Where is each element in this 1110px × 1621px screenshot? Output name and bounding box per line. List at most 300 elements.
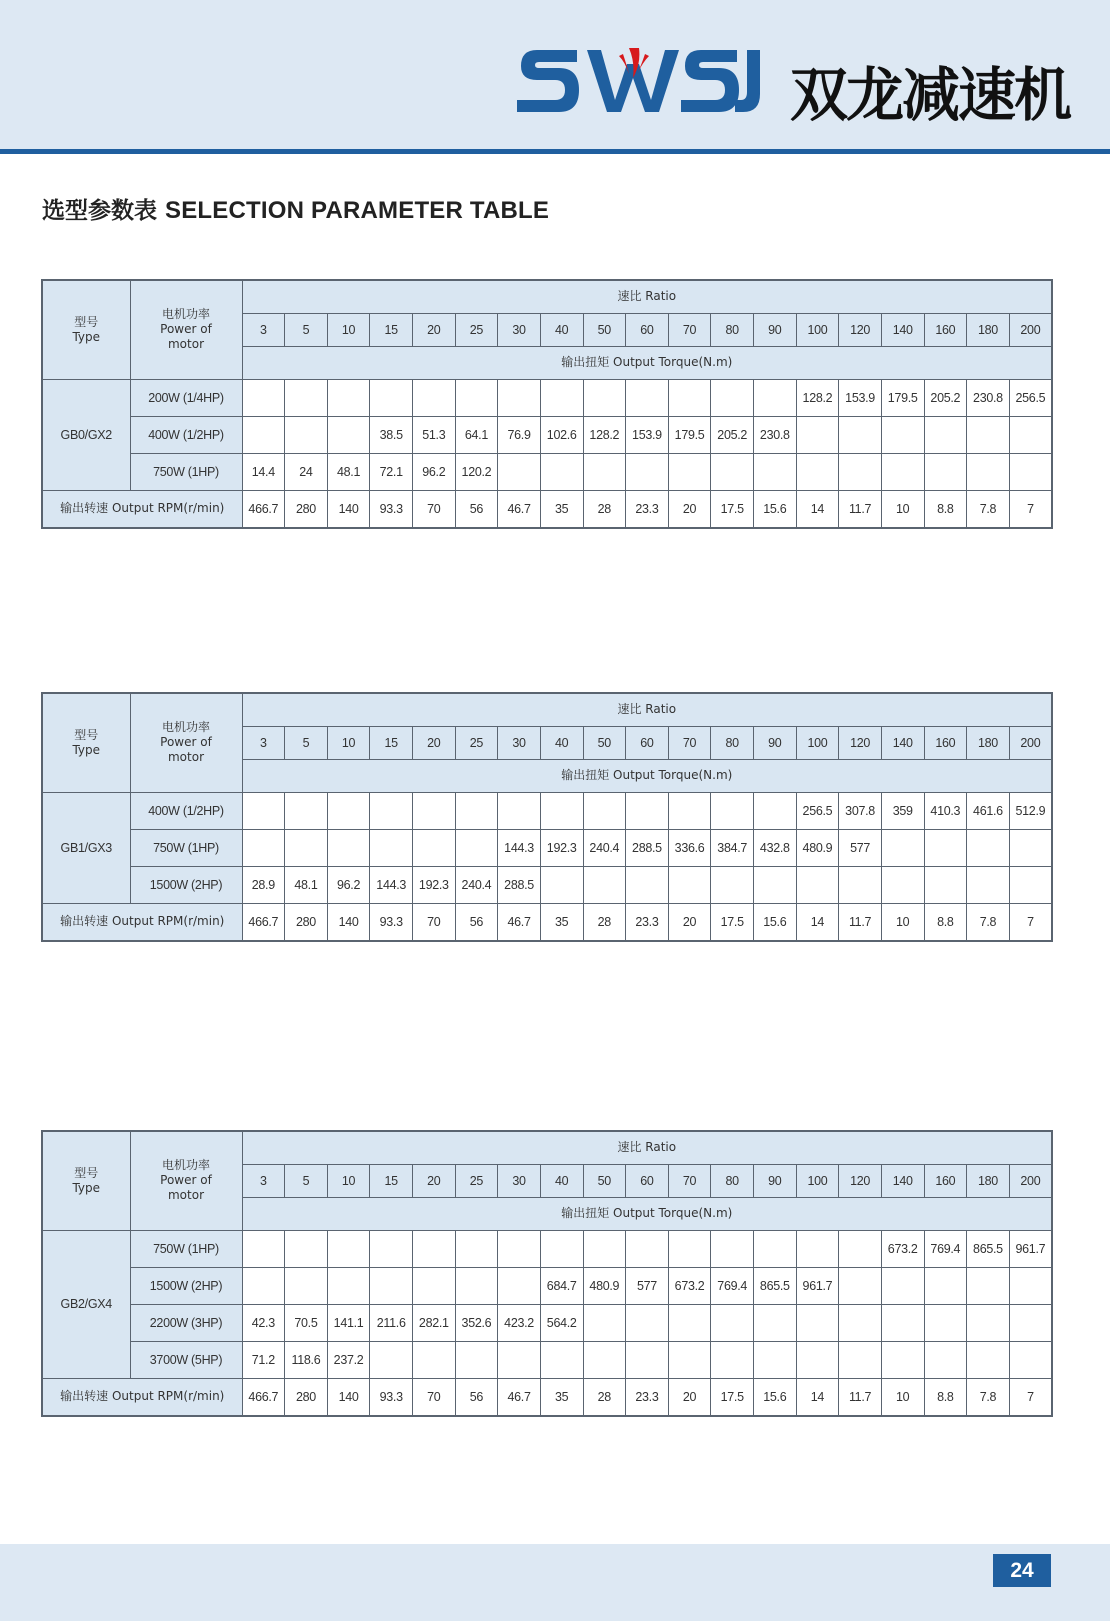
power-header-en1: Power of bbox=[160, 1173, 212, 1188]
ratio-cell: 20 bbox=[413, 726, 456, 759]
rpm-cell: 23.3 bbox=[626, 1378, 669, 1416]
torque-cell bbox=[285, 379, 328, 416]
torque-cell bbox=[413, 829, 456, 866]
torque-cell bbox=[242, 1267, 285, 1304]
rpm-cell: 280 bbox=[285, 1378, 328, 1416]
torque-cell bbox=[540, 453, 583, 490]
ratio-cell: 25 bbox=[455, 1164, 498, 1197]
torque-cell: 564.2 bbox=[540, 1304, 583, 1341]
torque-cell bbox=[327, 1230, 370, 1267]
rpm-cell: 7 bbox=[1009, 903, 1052, 941]
torque-cell bbox=[540, 866, 583, 903]
rpm-cell: 28 bbox=[583, 903, 626, 941]
torque-cell: 70.5 bbox=[285, 1304, 328, 1341]
torque-cell bbox=[370, 1267, 413, 1304]
torque-cell bbox=[754, 866, 797, 903]
ratio-cell: 140 bbox=[881, 1164, 924, 1197]
type-header bbox=[42, 1131, 130, 1230]
torque-cell: 230.8 bbox=[967, 379, 1010, 416]
rpm-cell: 35 bbox=[540, 490, 583, 528]
type-header-cn: 型号 bbox=[74, 1165, 99, 1180]
torque-cell bbox=[370, 1230, 413, 1267]
power-header bbox=[130, 693, 242, 792]
rpm-cell: 56 bbox=[455, 490, 498, 528]
torque-cell: 141.1 bbox=[327, 1304, 370, 1341]
torque-cell: 512.9 bbox=[1009, 792, 1052, 829]
torque-cell bbox=[967, 866, 1010, 903]
rpm-cell: 11.7 bbox=[839, 903, 882, 941]
torque-cell: 48.1 bbox=[327, 453, 370, 490]
power-header-cn: 电机功率 bbox=[161, 307, 210, 322]
torque-cell: 71.2 bbox=[242, 1341, 285, 1378]
torque-cell bbox=[583, 1304, 626, 1341]
torque-cell bbox=[626, 453, 669, 490]
torque-cell bbox=[583, 1341, 626, 1378]
torque-cell bbox=[540, 1230, 583, 1267]
ratio-cell: 5 bbox=[285, 1164, 328, 1197]
torque-cell bbox=[242, 1230, 285, 1267]
ratio-cell: 60 bbox=[626, 726, 669, 759]
rpm-cell: 7.8 bbox=[967, 1378, 1010, 1416]
ratio-cell: 50 bbox=[583, 1164, 626, 1197]
rpm-cell: 14 bbox=[796, 490, 839, 528]
ratio-cell: 25 bbox=[455, 313, 498, 346]
model-type: GB0/GX2 bbox=[42, 379, 130, 490]
rpm-cell: 17.5 bbox=[711, 490, 754, 528]
ratio-cell: 80 bbox=[711, 726, 754, 759]
model-type: GB2/GX4 bbox=[42, 1230, 130, 1378]
torque-cell bbox=[242, 829, 285, 866]
torque-cell: 352.6 bbox=[455, 1304, 498, 1341]
torque-cell bbox=[285, 416, 328, 453]
torque-cell bbox=[668, 1304, 711, 1341]
torque-cell: 120.2 bbox=[455, 453, 498, 490]
ratio-cell: 100 bbox=[796, 1164, 839, 1197]
ratio-cell: 60 bbox=[626, 313, 669, 346]
torque-cell bbox=[754, 1341, 797, 1378]
torque-cell bbox=[924, 453, 967, 490]
torque-cell: 384.7 bbox=[711, 829, 754, 866]
torque-cell bbox=[796, 866, 839, 903]
torque-cell bbox=[839, 1304, 882, 1341]
power-header-en2: motor bbox=[167, 337, 204, 352]
rpm-cell: 20 bbox=[668, 1378, 711, 1416]
torque-cell: 76.9 bbox=[498, 416, 541, 453]
torque-cell: 96.2 bbox=[413, 453, 456, 490]
power-header bbox=[130, 280, 242, 379]
ratio-cell: 200 bbox=[1009, 726, 1052, 759]
title-cn: 选型参数表 bbox=[42, 198, 157, 224]
type-header-cn: 型号 bbox=[74, 314, 99, 329]
rpm-cell: 56 bbox=[455, 903, 498, 941]
torque-cell bbox=[242, 416, 285, 453]
ratio-cell: 160 bbox=[924, 1164, 967, 1197]
torque-cell: 577 bbox=[839, 829, 882, 866]
torque-cell bbox=[754, 453, 797, 490]
ratio-cell: 180 bbox=[967, 1164, 1010, 1197]
torque-header: 输出扭矩 Output Torque(N.m) bbox=[242, 1197, 1052, 1230]
rpm-cell: 280 bbox=[285, 903, 328, 941]
motor-power: 1500W (2HP) bbox=[130, 866, 242, 903]
ratio-cell: 140 bbox=[881, 726, 924, 759]
ratio-cell: 120 bbox=[839, 726, 882, 759]
torque-cell bbox=[540, 379, 583, 416]
ratio-cell: 20 bbox=[413, 1164, 456, 1197]
torque-cell bbox=[796, 416, 839, 453]
torque-cell: 128.2 bbox=[796, 379, 839, 416]
torque-cell: 24 bbox=[285, 453, 328, 490]
torque-cell: 144.3 bbox=[370, 866, 413, 903]
torque-cell: 480.9 bbox=[796, 829, 839, 866]
torque-cell: 38.5 bbox=[370, 416, 413, 453]
torque-cell bbox=[711, 1304, 754, 1341]
ratio-cell: 200 bbox=[1009, 1164, 1052, 1197]
torque-cell: 153.9 bbox=[626, 416, 669, 453]
ratio-cell: 20 bbox=[413, 313, 456, 346]
torque-cell bbox=[967, 1267, 1010, 1304]
torque-cell bbox=[924, 416, 967, 453]
rpm-cell: 20 bbox=[668, 903, 711, 941]
ratio-cell: 160 bbox=[924, 313, 967, 346]
torque-cell bbox=[711, 453, 754, 490]
power-header bbox=[130, 1131, 242, 1230]
brand-name: 双龙减速机 bbox=[790, 61, 1071, 129]
torque-cell bbox=[924, 829, 967, 866]
rpm-cell: 15.6 bbox=[754, 1378, 797, 1416]
power-header-en1: Power of bbox=[160, 735, 212, 750]
torque-cell: 240.4 bbox=[583, 829, 626, 866]
torque-cell: 144.3 bbox=[498, 829, 541, 866]
torque-cell: 282.1 bbox=[413, 1304, 456, 1341]
torque-cell bbox=[540, 792, 583, 829]
torque-cell: 51.3 bbox=[413, 416, 456, 453]
rpm-cell: 10 bbox=[881, 490, 924, 528]
torque-cell: 48.1 bbox=[285, 866, 328, 903]
torque-cell: 192.3 bbox=[540, 829, 583, 866]
rpm-cell: 28 bbox=[583, 1378, 626, 1416]
torque-cell bbox=[967, 1341, 1010, 1378]
torque-cell bbox=[242, 792, 285, 829]
torque-cell bbox=[498, 379, 541, 416]
torque-cell bbox=[498, 1267, 541, 1304]
ratio-cell: 15 bbox=[370, 1164, 413, 1197]
torque-cell bbox=[498, 453, 541, 490]
torque-cell bbox=[498, 1341, 541, 1378]
torque-cell: 256.5 bbox=[796, 792, 839, 829]
torque-cell: 410.3 bbox=[924, 792, 967, 829]
torque-cell bbox=[626, 1304, 669, 1341]
rpm-header-en: Output RPM(r/min) bbox=[111, 914, 225, 929]
torque-cell bbox=[1009, 866, 1052, 903]
ratio-cell: 80 bbox=[711, 313, 754, 346]
torque-cell bbox=[1009, 1267, 1052, 1304]
torque-cell: 288.5 bbox=[498, 866, 541, 903]
torque-cell: 179.5 bbox=[881, 379, 924, 416]
rpm-cell: 46.7 bbox=[498, 1378, 541, 1416]
ratio-cell: 25 bbox=[455, 726, 498, 759]
torque-cell bbox=[839, 1230, 882, 1267]
torque-cell bbox=[967, 829, 1010, 866]
torque-cell bbox=[881, 866, 924, 903]
torque-cell bbox=[924, 1267, 967, 1304]
ratio-cell: 50 bbox=[583, 313, 626, 346]
rpm-cell: 7.8 bbox=[967, 490, 1010, 528]
torque-cell bbox=[242, 379, 285, 416]
torque-cell bbox=[967, 453, 1010, 490]
rpm-header-cn: 输出转速 bbox=[60, 501, 109, 516]
torque-cell bbox=[668, 792, 711, 829]
motor-power: 400W (1/2HP) bbox=[130, 416, 242, 453]
selection-table-gb1 bbox=[41, 692, 1053, 942]
torque-cell: 577 bbox=[626, 1267, 669, 1304]
torque-cell bbox=[370, 379, 413, 416]
type-header-en: Type bbox=[72, 329, 101, 344]
swsj-logo-icon bbox=[515, 44, 760, 120]
motor-power: 3700W (5HP) bbox=[130, 1341, 242, 1378]
rpm-cell: 17.5 bbox=[711, 1378, 754, 1416]
torque-cell: 128.2 bbox=[583, 416, 626, 453]
torque-cell bbox=[455, 379, 498, 416]
rpm-cell: 140 bbox=[327, 903, 370, 941]
torque-cell bbox=[668, 379, 711, 416]
rpm-cell: 10 bbox=[881, 903, 924, 941]
ratio-cell: 3 bbox=[242, 726, 285, 759]
torque-cell bbox=[455, 792, 498, 829]
torque-cell bbox=[967, 416, 1010, 453]
torque-cell bbox=[455, 1230, 498, 1267]
torque-cell bbox=[796, 1304, 839, 1341]
ratio-cell: 70 bbox=[668, 726, 711, 759]
motor-power: 750W (1HP) bbox=[130, 829, 242, 866]
torque-cell: 288.5 bbox=[626, 829, 669, 866]
ratio-cell: 30 bbox=[498, 313, 541, 346]
power-header-en2: motor bbox=[167, 750, 204, 765]
rpm-cell: 7 bbox=[1009, 490, 1052, 528]
power-header-cn: 电机功率 bbox=[161, 720, 210, 735]
torque-cell bbox=[583, 1230, 626, 1267]
torque-cell bbox=[455, 1341, 498, 1378]
torque-cell bbox=[370, 829, 413, 866]
torque-cell bbox=[668, 1341, 711, 1378]
torque-cell: 769.4 bbox=[924, 1230, 967, 1267]
torque-cell: 359 bbox=[881, 792, 924, 829]
torque-cell bbox=[839, 866, 882, 903]
torque-cell: 423.2 bbox=[498, 1304, 541, 1341]
page-header bbox=[0, 0, 1110, 154]
torque-cell: 240.4 bbox=[455, 866, 498, 903]
torque-cell bbox=[327, 1267, 370, 1304]
ratio-cell: 160 bbox=[924, 726, 967, 759]
torque-cell bbox=[1009, 453, 1052, 490]
torque-cell bbox=[583, 866, 626, 903]
rpm-cell: 93.3 bbox=[370, 490, 413, 528]
torque-cell bbox=[413, 792, 456, 829]
page-footer bbox=[0, 1544, 1110, 1621]
torque-cell bbox=[924, 1341, 967, 1378]
rpm-cell: 56 bbox=[455, 1378, 498, 1416]
torque-cell bbox=[413, 379, 456, 416]
torque-cell bbox=[796, 1341, 839, 1378]
torque-cell bbox=[455, 829, 498, 866]
motor-power: 750W (1HP) bbox=[130, 1230, 242, 1267]
motor-power: 200W (1/4HP) bbox=[130, 379, 242, 416]
torque-cell bbox=[285, 792, 328, 829]
torque-cell bbox=[540, 1341, 583, 1378]
torque-header: 输出扭矩 Output Torque(N.m) bbox=[242, 759, 1052, 792]
ratio-cell: 5 bbox=[285, 726, 328, 759]
power-header-en2: motor bbox=[167, 1188, 204, 1203]
rpm-cell: 46.7 bbox=[498, 490, 541, 528]
torque-cell bbox=[498, 792, 541, 829]
ratio-cell: 15 bbox=[370, 726, 413, 759]
type-header-en: Type bbox=[72, 1180, 101, 1195]
rpm-header bbox=[42, 1378, 242, 1416]
ratio-cell: 100 bbox=[796, 726, 839, 759]
ratio-cell: 3 bbox=[242, 313, 285, 346]
torque-cell bbox=[711, 792, 754, 829]
torque-cell bbox=[583, 379, 626, 416]
ratio-cell: 90 bbox=[754, 313, 797, 346]
torque-cell: 961.7 bbox=[1009, 1230, 1052, 1267]
torque-cell bbox=[327, 379, 370, 416]
rpm-cell: 140 bbox=[327, 490, 370, 528]
torque-cell bbox=[839, 416, 882, 453]
rpm-cell: 70 bbox=[413, 1378, 456, 1416]
title-en: SELECTION PARAMETER TABLE bbox=[165, 197, 550, 224]
ratio-header: 速比 Ratio bbox=[242, 693, 1052, 726]
torque-cell bbox=[924, 866, 967, 903]
type-header bbox=[42, 280, 130, 379]
ratio-cell: 200 bbox=[1009, 313, 1052, 346]
torque-cell: 961.7 bbox=[796, 1267, 839, 1304]
rpm-header-cn: 输出转速 bbox=[60, 914, 109, 929]
torque-cell: 205.2 bbox=[711, 416, 754, 453]
torque-cell: 205.2 bbox=[924, 379, 967, 416]
ratio-cell: 180 bbox=[967, 313, 1010, 346]
power-header-cn: 电机功率 bbox=[161, 1158, 210, 1173]
torque-cell bbox=[327, 829, 370, 866]
ratio-cell: 80 bbox=[711, 1164, 754, 1197]
rpm-cell: 15.6 bbox=[754, 490, 797, 528]
ratio-cell: 40 bbox=[540, 1164, 583, 1197]
torque-cell: 865.5 bbox=[967, 1230, 1010, 1267]
rpm-cell: 70 bbox=[413, 903, 456, 941]
torque-cell bbox=[1009, 1304, 1052, 1341]
rpm-cell: 7 bbox=[1009, 1378, 1052, 1416]
rpm-cell: 280 bbox=[285, 490, 328, 528]
ratio-cell: 140 bbox=[881, 313, 924, 346]
page-title bbox=[42, 192, 549, 225]
torque-cell bbox=[1009, 1341, 1052, 1378]
torque-cell bbox=[881, 416, 924, 453]
rpm-cell: 7.8 bbox=[967, 903, 1010, 941]
ratio-cell: 180 bbox=[967, 726, 1010, 759]
ratio-header: 速比 Ratio bbox=[242, 280, 1052, 313]
ratio-cell: 10 bbox=[327, 726, 370, 759]
torque-cell: 211.6 bbox=[370, 1304, 413, 1341]
torque-cell bbox=[711, 379, 754, 416]
rpm-cell: 10 bbox=[881, 1378, 924, 1416]
torque-cell bbox=[754, 379, 797, 416]
rpm-cell: 20 bbox=[668, 490, 711, 528]
ratio-cell: 90 bbox=[754, 1164, 797, 1197]
rpm-cell: 23.3 bbox=[626, 903, 669, 941]
torque-cell bbox=[583, 453, 626, 490]
torque-cell bbox=[413, 1267, 456, 1304]
torque-cell: 153.9 bbox=[839, 379, 882, 416]
torque-cell bbox=[583, 792, 626, 829]
torque-cell: 118.6 bbox=[285, 1341, 328, 1378]
motor-power: 400W (1/2HP) bbox=[130, 792, 242, 829]
ratio-cell: 10 bbox=[327, 313, 370, 346]
ratio-cell: 60 bbox=[626, 1164, 669, 1197]
torque-cell bbox=[1009, 416, 1052, 453]
torque-cell bbox=[370, 1341, 413, 1378]
rpm-cell: 14 bbox=[796, 903, 839, 941]
rpm-cell: 23.3 bbox=[626, 490, 669, 528]
rpm-cell: 8.8 bbox=[924, 490, 967, 528]
torque-cell bbox=[924, 1304, 967, 1341]
rpm-cell: 11.7 bbox=[839, 490, 882, 528]
torque-cell: 684.7 bbox=[540, 1267, 583, 1304]
motor-power: 750W (1HP) bbox=[130, 453, 242, 490]
rpm-cell: 140 bbox=[327, 1378, 370, 1416]
type-header-cn: 型号 bbox=[74, 727, 99, 742]
torque-cell bbox=[668, 453, 711, 490]
torque-cell: 673.2 bbox=[668, 1267, 711, 1304]
ratio-cell: 40 bbox=[540, 726, 583, 759]
torque-cell bbox=[626, 379, 669, 416]
torque-cell bbox=[754, 1304, 797, 1341]
rpm-cell: 8.8 bbox=[924, 1378, 967, 1416]
torque-cell bbox=[413, 1230, 456, 1267]
torque-cell bbox=[626, 1341, 669, 1378]
torque-cell: 480.9 bbox=[583, 1267, 626, 1304]
torque-cell bbox=[881, 453, 924, 490]
ratio-cell: 3 bbox=[242, 1164, 285, 1197]
power-header-en1: Power of bbox=[160, 322, 212, 337]
torque-cell bbox=[626, 1230, 669, 1267]
rpm-cell: 35 bbox=[540, 903, 583, 941]
torque-cell: 461.6 bbox=[967, 792, 1010, 829]
torque-cell: 237.2 bbox=[327, 1341, 370, 1378]
page-number: 24 bbox=[993, 1554, 1051, 1587]
torque-cell bbox=[327, 416, 370, 453]
ratio-cell: 15 bbox=[370, 313, 413, 346]
torque-cell bbox=[626, 866, 669, 903]
torque-cell: 96.2 bbox=[327, 866, 370, 903]
torque-cell bbox=[285, 829, 328, 866]
torque-cell bbox=[285, 1267, 328, 1304]
torque-cell bbox=[881, 1267, 924, 1304]
torque-cell bbox=[711, 1341, 754, 1378]
ratio-cell: 50 bbox=[583, 726, 626, 759]
rpm-header-en: Output RPM(r/min) bbox=[111, 501, 225, 516]
selection-table-gb0 bbox=[41, 279, 1053, 529]
ratio-cell: 70 bbox=[668, 313, 711, 346]
torque-cell bbox=[754, 1230, 797, 1267]
torque-cell bbox=[711, 1230, 754, 1267]
torque-cell bbox=[881, 1304, 924, 1341]
torque-cell bbox=[796, 453, 839, 490]
ratio-header: 速比 Ratio bbox=[242, 1131, 1052, 1164]
torque-cell bbox=[413, 1341, 456, 1378]
torque-cell bbox=[498, 1230, 541, 1267]
torque-cell: 307.8 bbox=[839, 792, 882, 829]
torque-cell: 28.9 bbox=[242, 866, 285, 903]
torque-cell: 14.4 bbox=[242, 453, 285, 490]
ratio-cell: 70 bbox=[668, 1164, 711, 1197]
